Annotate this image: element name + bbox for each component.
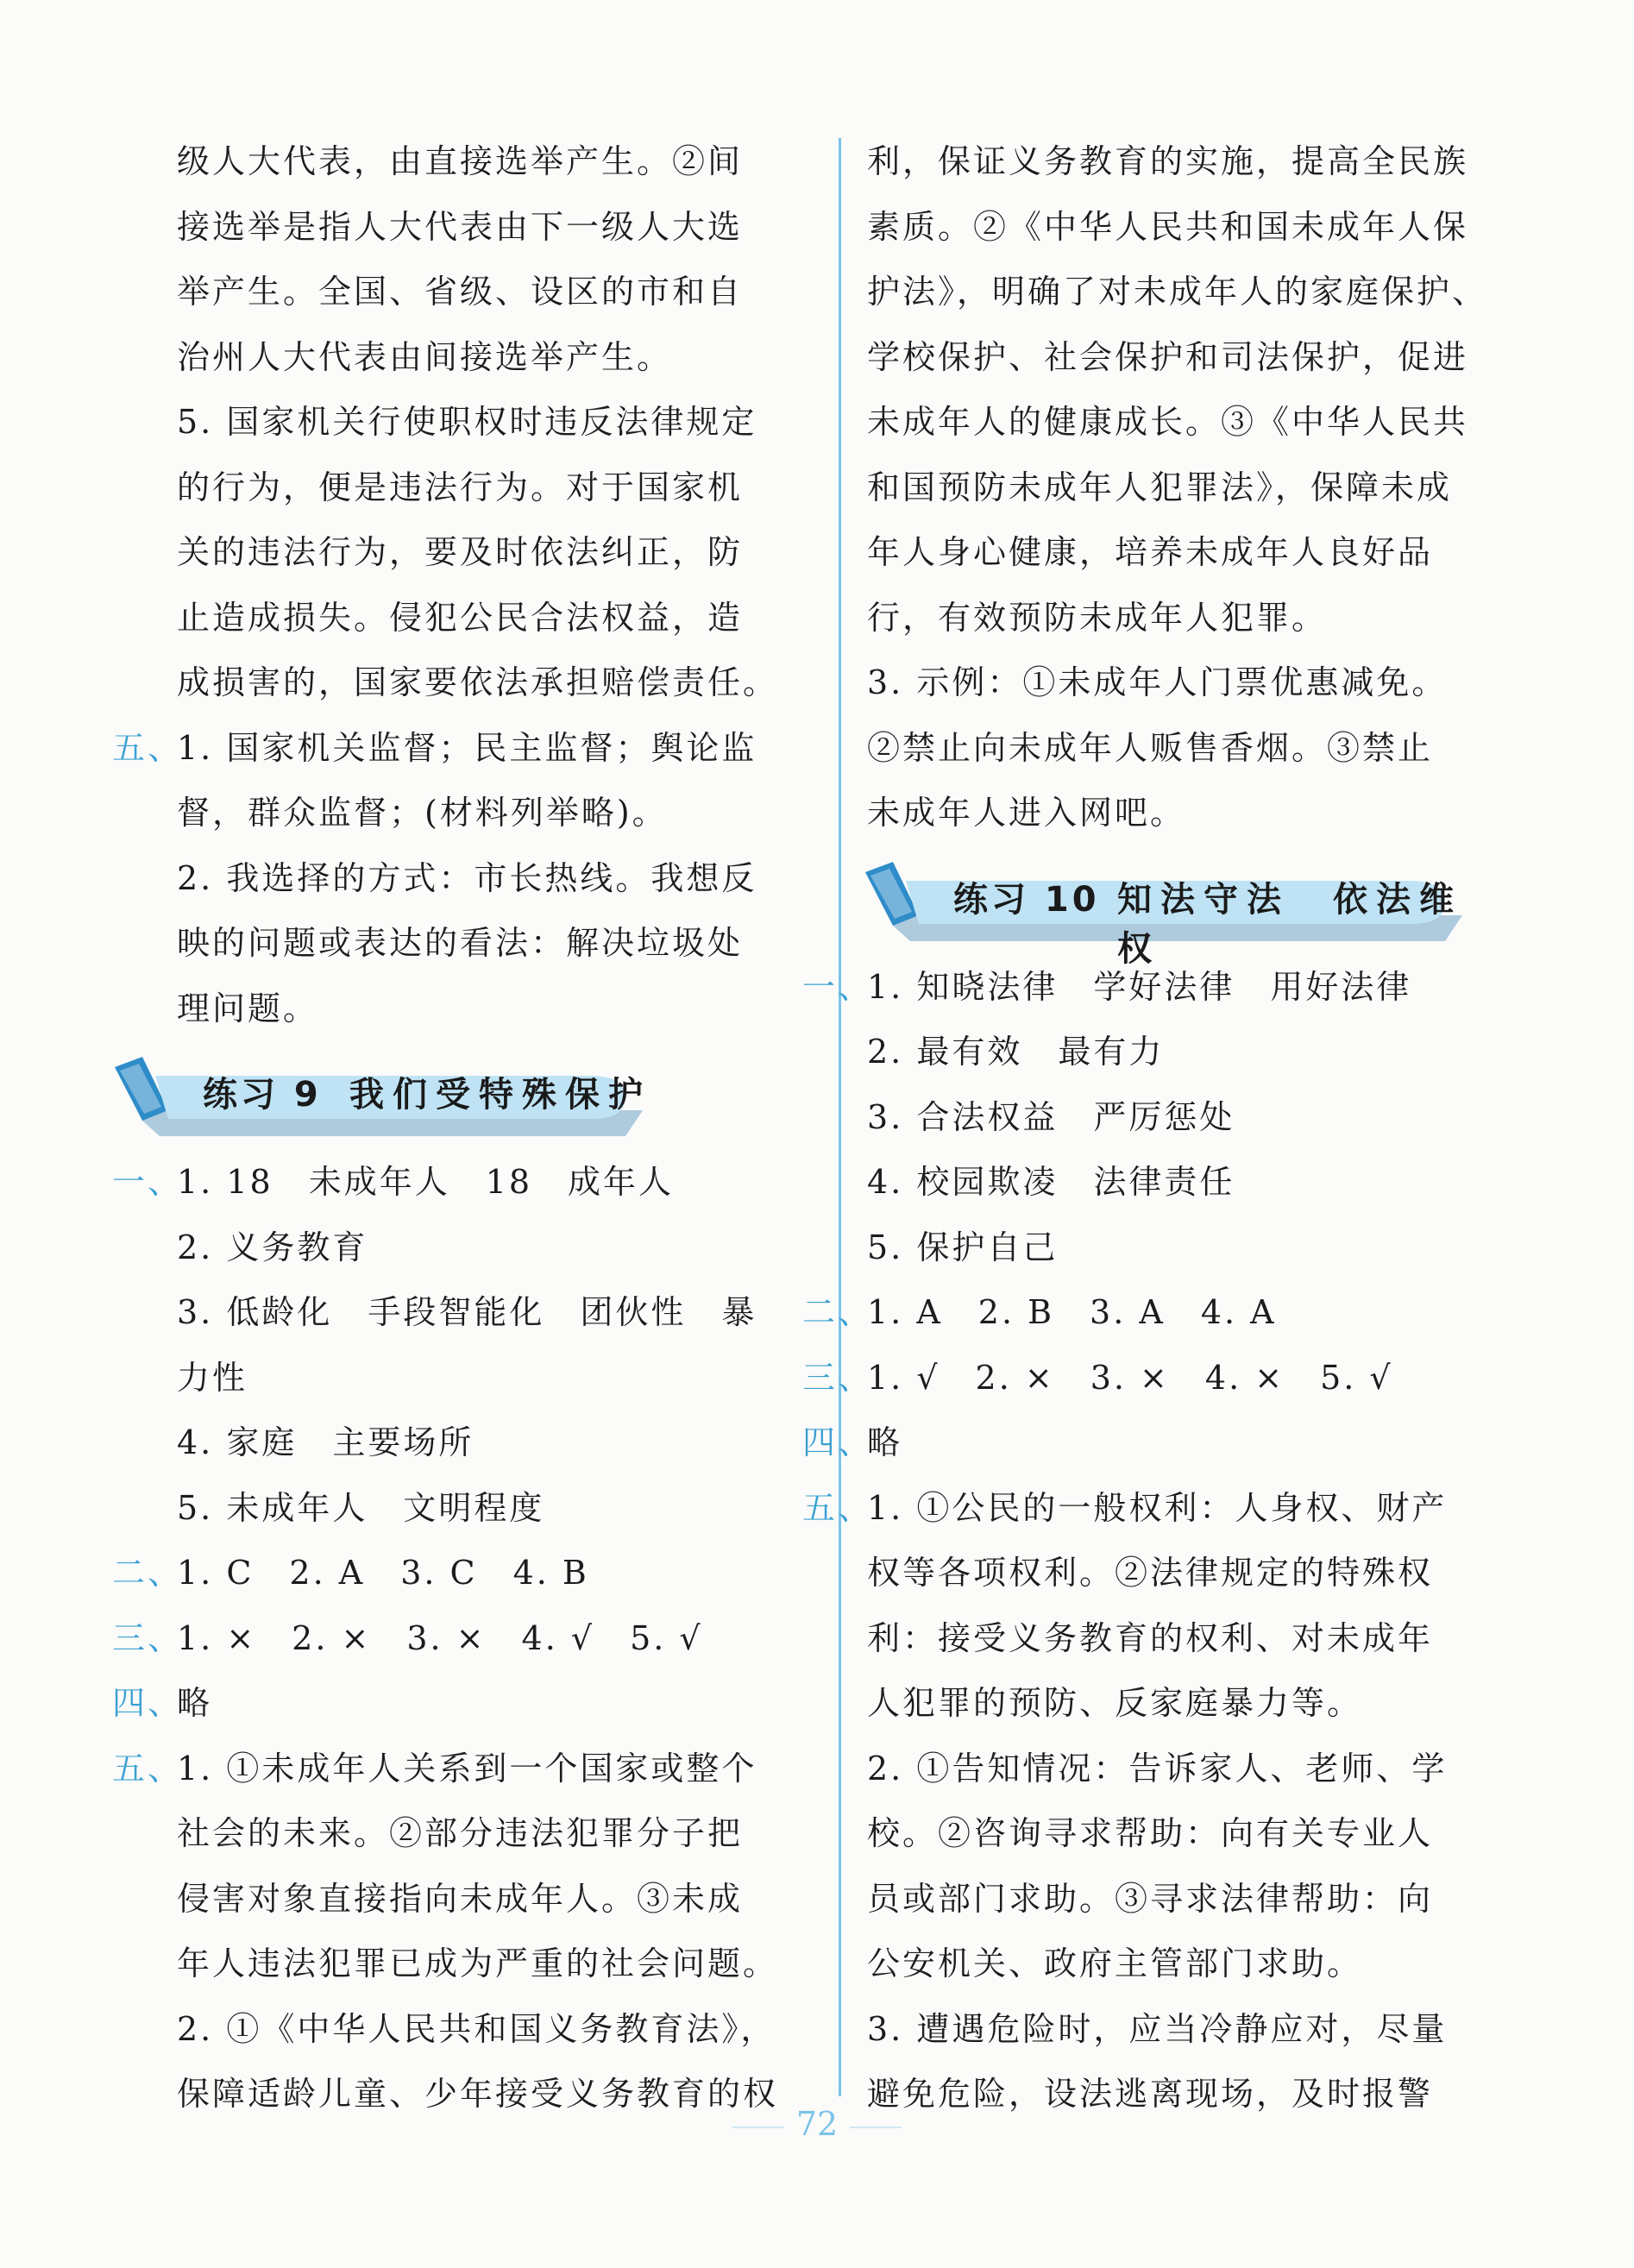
text-line: 止造成损失。侵犯公民合法权益，造 xyxy=(177,598,744,637)
answer-line xyxy=(802,955,1501,1021)
answer-line xyxy=(112,1671,807,1737)
text-line: 护法》，明确了对未成年人的家庭保护、 xyxy=(867,273,1488,311)
section-marker-five: 五、 xyxy=(112,1749,184,1787)
text-line: 保障适龄儿童、少年接受义务教育的权 xyxy=(177,2075,779,2113)
section-marker-four: 四、 xyxy=(802,1423,874,1461)
answer-text: 1. 知晓法律 学好法律 用好法律 xyxy=(867,967,1412,1006)
section-marker-two: 二、 xyxy=(112,1554,184,1592)
right-column xyxy=(802,129,1501,2127)
text-line: 行，有效预防未成年人犯罪。 xyxy=(867,598,1328,637)
answer-text: 1. 国家机关监督；民主监督；舆论监 xyxy=(177,728,757,767)
text-line: 3. 合法权益 严厉惩处 xyxy=(867,1097,1235,1136)
section-marker-three: 三、 xyxy=(802,1358,874,1397)
section-marker-four: 四、 xyxy=(112,1684,184,1722)
answer-text: 1. ①未成年人关系到一个国家或整个 xyxy=(177,1749,757,1787)
text-line: 年人身心健康，培养未成年人良好品 xyxy=(867,533,1434,571)
page-number-text: 72 xyxy=(795,2105,839,2143)
text-line: 2. 义务教育 xyxy=(177,1228,368,1266)
text-line: 督，群众监督；(材料列举略)。 xyxy=(177,794,668,832)
answer-line xyxy=(112,1541,807,1606)
text-line: 2. 我选择的方式：市长热线。我想反 xyxy=(177,858,757,897)
answer-line xyxy=(802,1280,1501,1346)
answer-text: 1. ①公民的一般权利：人身权、财产 xyxy=(867,1488,1448,1527)
answer-text: 1. C 2. A 3. C 4. B xyxy=(177,1554,589,1592)
text-line: 治州人大代表由间接选举产生。 xyxy=(177,337,673,376)
answer-text: 1. √ 2. × 3. × 4. × 5. √ xyxy=(867,1358,1393,1397)
section-marker-two: 二、 xyxy=(802,1293,874,1331)
text-line: 社会的未来。②部分违法犯罪分子把 xyxy=(177,1814,744,1852)
text-line: 利：接受义务教育的权利、对未成年 xyxy=(867,1618,1434,1657)
text-line: 3. 低龄化 手段智能化 团伙性 暴 xyxy=(177,1293,757,1331)
text-line: 权等各项权利。②法律规定的特殊权 xyxy=(867,1554,1434,1592)
page-number-rule xyxy=(732,2127,784,2128)
section-number: 练习 10 xyxy=(953,879,1100,920)
section-marker-five: 五、 xyxy=(112,728,184,767)
text-line: 5. 未成年人 文明程度 xyxy=(177,1488,545,1527)
left-column xyxy=(112,129,807,2127)
section-marker-three: 三、 xyxy=(112,1618,184,1657)
text-line: 素质。②《中华人民共和国未成年人保 xyxy=(867,207,1469,246)
answer-line xyxy=(112,716,807,782)
text-line: 2. ①《中华人民共和国义务教育法》， xyxy=(177,2009,776,2048)
text-line: 力性 xyxy=(177,1358,248,1397)
text-line: 员或部门求助。③寻求法律帮助：向 xyxy=(867,1879,1434,1918)
text-line: 关的违法行为，要及时依法纠正，防 xyxy=(177,533,744,571)
section-header-9 xyxy=(108,1050,807,1145)
text-line: 人犯罪的预防、反家庭暴力等。 xyxy=(867,1684,1363,1722)
text-line: 映的问题或表达的看法：解决垃圾处 xyxy=(177,924,744,962)
text-line: 2. ①告知情况：告诉家人、老师、学 xyxy=(867,1749,1448,1787)
text-line: 3. 示例：①未成年人门票优惠减免。 xyxy=(867,663,1448,701)
section-marker-one: 一、 xyxy=(112,1163,184,1201)
text-line: 2. 最有效 最有力 xyxy=(867,1033,1165,1071)
page-number-rule xyxy=(850,2127,902,2128)
page-number xyxy=(0,2105,1634,2143)
answer-line xyxy=(112,1737,807,1802)
text-line: 年人违法犯罪已成为严重的社会问题。 xyxy=(177,1944,779,1982)
section-marker-five: 五、 xyxy=(802,1488,874,1527)
text-line: 学校保护、社会保护和司法保护，促进 xyxy=(867,337,1469,376)
text-line: 接选举是指人大代表由下一级人大选 xyxy=(177,207,744,246)
text-line: 未成年人的健康成长。③《中华人民共 xyxy=(867,403,1469,441)
text-line: ②禁止向未成年人贩售香烟。③禁止 xyxy=(867,728,1434,767)
answer-text: 略 xyxy=(177,1684,213,1722)
section-title: 知法守法 依法维权 xyxy=(1117,879,1462,969)
answer-line xyxy=(802,1410,1501,1476)
section-title: 我们受特殊保护 xyxy=(349,1075,651,1115)
text-line: 侵害对象直接指向未成年人。③未成 xyxy=(177,1879,744,1918)
text-line: 4. 家庭 主要场所 xyxy=(177,1423,474,1461)
answer-text: 略 xyxy=(867,1423,903,1461)
text-line: 避免危险，设法逃离现场，及时报警 xyxy=(867,2075,1434,2113)
text-line: 利，保证义务教育的实施，提高全民族 xyxy=(867,142,1469,180)
text-line: 和国预防未成年人犯罪法》，保障未成 xyxy=(867,468,1453,506)
text-line: 的行为，便是违法行为。对于国家机 xyxy=(177,468,744,506)
answer-text: 1. A 2. B 3. A 4. A xyxy=(867,1293,1277,1331)
answer-line xyxy=(802,1476,1501,1542)
divider xyxy=(839,138,841,2096)
text-line: 4. 校园欺凌 法律责任 xyxy=(867,1163,1235,1201)
section-marker-one: 一、 xyxy=(802,967,874,1006)
text-line: 公安机关、政府主管部门求助。 xyxy=(867,1944,1363,1982)
text-line: 5. 国家机关行使职权时违反法律规定 xyxy=(177,403,757,441)
text-line: 理问题。 xyxy=(177,989,319,1027)
text-line: 成损害的，国家要依法承担赔偿责任。 xyxy=(177,663,779,701)
section-header-10 xyxy=(858,855,1501,969)
section-number: 练习 9 xyxy=(203,1075,322,1115)
answer-text: 1. × 2. × 3. × 4. √ 5. √ xyxy=(177,1618,703,1657)
answer-text: 1. 18 未成年人 18 成年人 xyxy=(177,1163,675,1201)
text-line: 5. 保护自己 xyxy=(867,1228,1059,1266)
text-line: 级人大代表，由直接选举产生。②间 xyxy=(177,142,744,180)
text-line: 举产生。全国、省级、设区的市和自 xyxy=(177,273,744,311)
text-line: 校。②咨询寻求帮助：向有关专业人 xyxy=(867,1814,1434,1852)
answer-line xyxy=(112,1606,807,1672)
answer-line xyxy=(802,1346,1501,1411)
text-line: 未成年人进入网吧。 xyxy=(867,794,1186,832)
text-line: 3. 遭遇危险时，应当冷静应对，尽量 xyxy=(867,2009,1448,2048)
answer-line xyxy=(112,1150,807,1216)
